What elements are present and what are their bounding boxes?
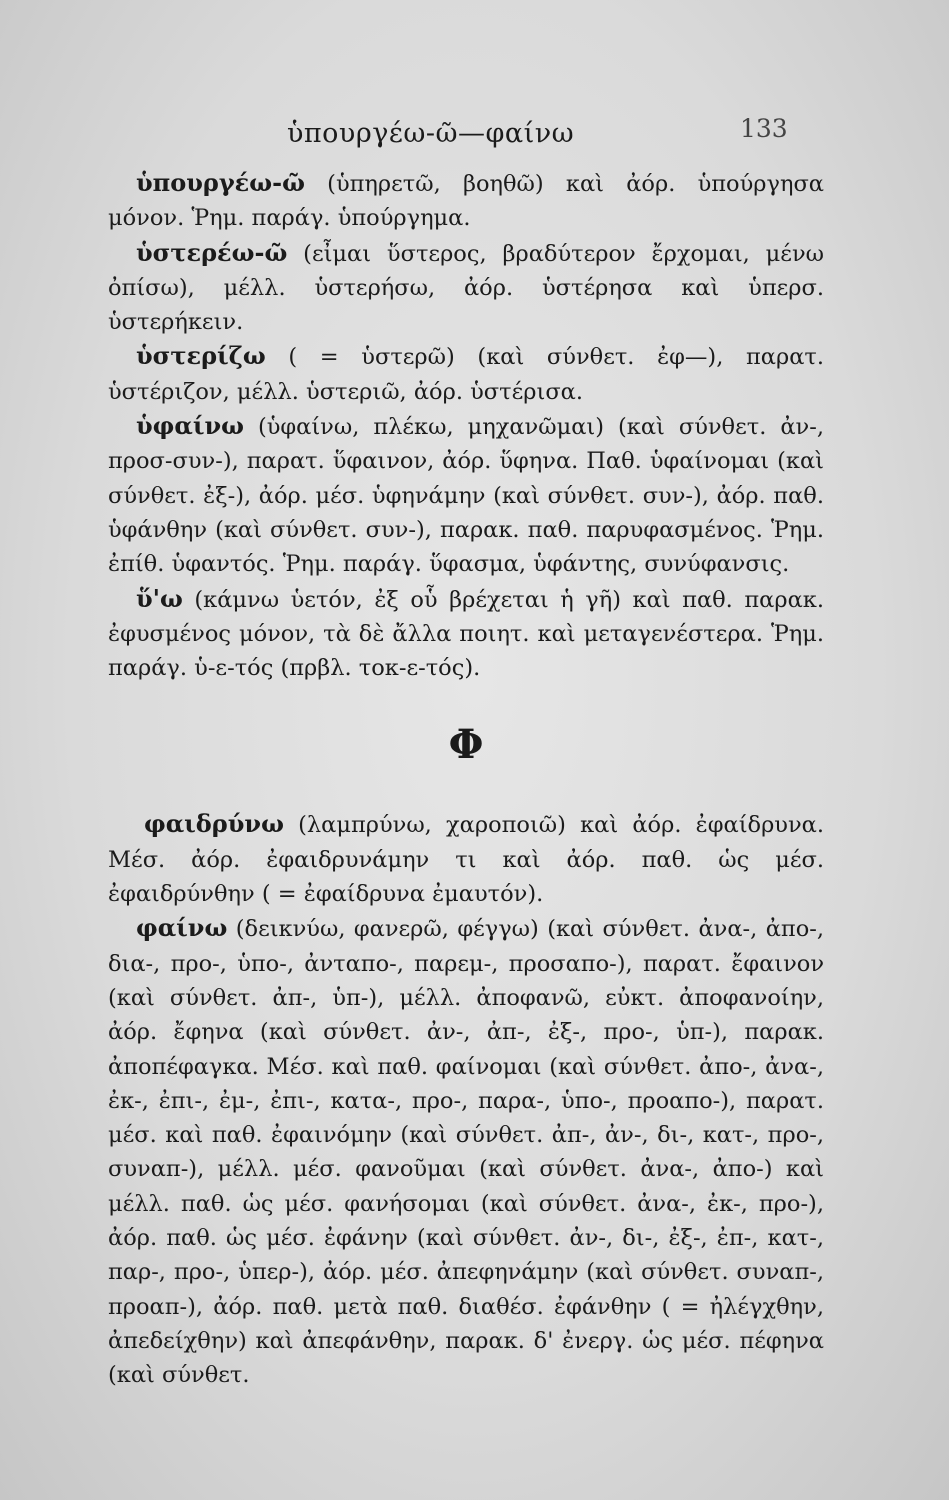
dictionary-entry (108, 582, 824, 686)
entry-lemma: φαιδρύνω (144, 809, 284, 839)
entry-lemma: ὑστερέω-ῶ (136, 237, 288, 267)
dictionary-entry (108, 911, 824, 1392)
entry-text: (ὑφαίνω, πλέκω, μηχανῶμαι) (καὶ σύνθετ. ἀν-, προσ-συν-), παρατ. ὕφαινον, ἀόρ. ὕφηνα. Παθ. ὑφαίνομαι (καὶ σύνθετ. ἐξ-), ἀόρ. μέσ. ὑφηνάμην (καὶ σύνθετ. συν-), ἀόρ. παθ. ὑφάνθην (καὶ σύνθετ. συν-), παρακ. παθ. παρυφασμένος. Ῥημ. ἐπίθ. ὑφαντός. Ῥημ. παράγ. ὕφασμα, ὑφάντης, συνύφανσις. (108, 414, 824, 578)
entry-lemma: ὕ'ω (136, 583, 183, 613)
entry-lemma: ὑπουργέω-ῶ (136, 168, 305, 197)
dictionary-entry (108, 807, 824, 911)
page-number: 133 (740, 114, 788, 143)
entry-text: (κάμνω ὑετόν, ἐξ οὗ βρέχεται ἡ γῆ) καὶ παθ. παρακ. ἐφυσμένος μόνον, τὰ δὲ ἄλλα ποιητ. καὶ μεταγενέστερα. Ῥημ. παράγ. ὑ-ε-τός (πρβλ. τοκ-ε-τός). (108, 586, 824, 682)
entry-text: ( = ὑστερῶ) (καὶ σύνθετ. ἐφ—), παρατ. ὑστέριζον, μέλλ. ὑστεριῶ, ἀόρ. ὑστέρισα. (108, 344, 824, 405)
entry-text: (εἶμαι ὕστερος, βραδύτερον ἔρχομαι, μένω ὀπίσω), μέλλ. ὑστερήσω, ἀόρ. ὑστέρησα καὶ ὑπερσ. ὑστερήκειν. (108, 240, 824, 336)
letter-heading: Φ (448, 721, 484, 769)
entry-text: (λαμπρύνω, χαροποιῶ) καὶ ἀόρ. ἐφαίδρυνα. Μέσ. ἀόρ. ἐφαιδρυνάμην τι καὶ ἀόρ. παθ. ὡς μέσ. ἐφαιδρύνθην ( = ἐφαίδρυνα ἐμαυτόν). (108, 812, 824, 908)
page-body (108, 166, 824, 1393)
dictionary-entry (108, 339, 824, 409)
running-head: ὑπουργέω-ῶ—φαίνω (287, 118, 575, 149)
entries-upsilon (108, 166, 824, 685)
entry-lemma: ὑφαίνω (136, 411, 244, 441)
dictionary-entry (108, 236, 824, 340)
dictionary-entry (108, 166, 824, 236)
entry-text: (ὑπηρετῶ, βοηθῶ) καὶ ἀόρ. ὑπούργησα μόνον. Ῥημ. παράγ. ὑπούργημα. (108, 171, 824, 232)
entry-lemma: ὑστερίζω (136, 341, 266, 371)
entries-phi (108, 807, 824, 1392)
dictionary-entry (108, 409, 824, 581)
page-header (0, 114, 949, 154)
entry-lemma: φαίνω (136, 913, 228, 943)
entry-text: (δεικνύω, φανερῶ, φέγγω) (καὶ σύνθετ. ἀνα-, ἀπο-, δια-, προ-, ὑπο-, ἀνταπο-, παρεμ-, προσαπο-), παρατ. ἔφαινον (καὶ σύνθετ. ἀπ-, ὑπ-), μέλλ. ἀποφανῶ, εὐκτ. ἀποφανοίην, ἀόρ. ἔφηνα (καὶ σύνθετ. ἀν-, ἀπ-, ἐξ-, προ-, ὑπ-), παρακ. ἀποπέφαγκα. Μέσ. καὶ παθ. φαίνομαι (καὶ σύνθετ. ἀπο-, ἀνα-, ἐκ-, ἐπι-, ἐμ-, ἐπι-, κατα-, προ-, παρα-, ὑπο-, προαπο-), παρατ. μέσ. καὶ παθ. ἐφαινόμην (καὶ σύνθετ. ἀπ-, ἀν-, δι-, κατ-, προ-, συναπ-), μέλλ. μέσ. φανοῦμαι (καὶ σύνθετ. ἀνα-, ἀπο-) καὶ μέλλ. παθ. ὡς μέσ. φανήσομαι (καὶ σύνθετ. ἀνα-, ἐκ-, προ-), ἀόρ. παθ. ὡς μέσ. ἐφάνην (καὶ σύνθετ. ἀν-, δι-, ἐξ-, ἐπ-, κατ-, παρ-, προ-, ὑπερ-), ἀόρ. μέσ. ἀπεφηνάμην (καὶ σύνθετ. συναπ-, προαπ-), ἀόρ. παθ. μετὰ παθ. διαθέσ. ἐφάνθην ( = ἠλέγχθην, ἀπεδείχθην) καὶ ἀπεφάνθην, παρακ. δ' ἐνεργ. ὡς μέσ. πέφηνα (καὶ σύνθετ. (108, 916, 824, 1389)
